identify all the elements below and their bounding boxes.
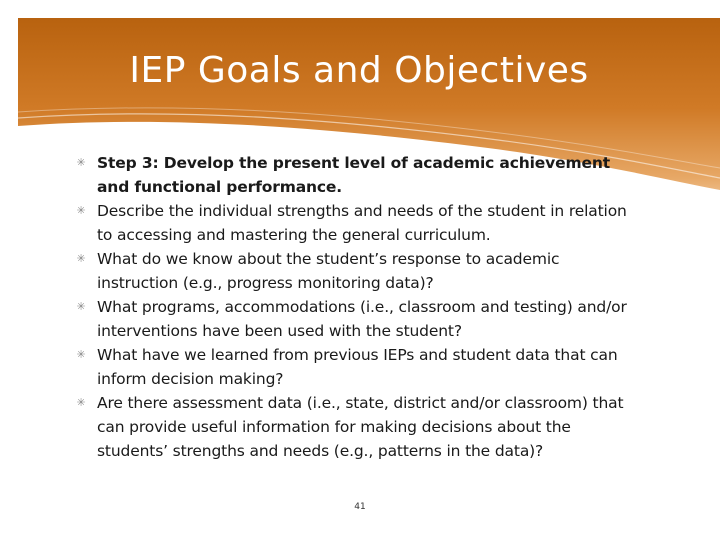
bullet-text: What do we know about the student’s response to academic instruction (e.g., progress monitoring data)? (97, 250, 560, 292)
bullet-item (74, 151, 644, 199)
bullet-item (74, 295, 644, 343)
bullet-item (74, 343, 644, 391)
asterisk-icon: ✳ (76, 252, 86, 265)
bullet-text: Are there assessment data (i.e., state, district and/or classroom) that can provide useful information for making decisions about the students’ strengths and needs (e.g., patterns in the data)? (97, 394, 624, 460)
bullet-text: Step 3: Develop the present level of academic achievement and functional performance. (97, 154, 610, 196)
bullet-item (74, 391, 644, 463)
bullet-list (74, 151, 644, 463)
bullet-text: What programs, accommodations (i.e., classroom and testing) and/or interventions have been used with the student? (97, 298, 627, 340)
page-number: 41 (354, 502, 366, 512)
bullet-text: Describe the individual strengths and needs of the student in relation to accessing and mastering the general curriculum. (97, 202, 627, 244)
slide-title: IEP Goals and Objectives (129, 50, 589, 91)
asterisk-icon: ✳ (76, 396, 86, 409)
bullet-item (74, 199, 644, 247)
asterisk-icon: ✳ (76, 300, 86, 313)
asterisk-icon: ✳ (76, 348, 86, 361)
bullet-text: What have we learned from previous IEPs and student data that can inform decision making? (97, 346, 618, 388)
bullet-item (74, 247, 644, 295)
asterisk-icon: ✳ (76, 156, 86, 169)
asterisk-icon: ✳ (76, 204, 86, 217)
